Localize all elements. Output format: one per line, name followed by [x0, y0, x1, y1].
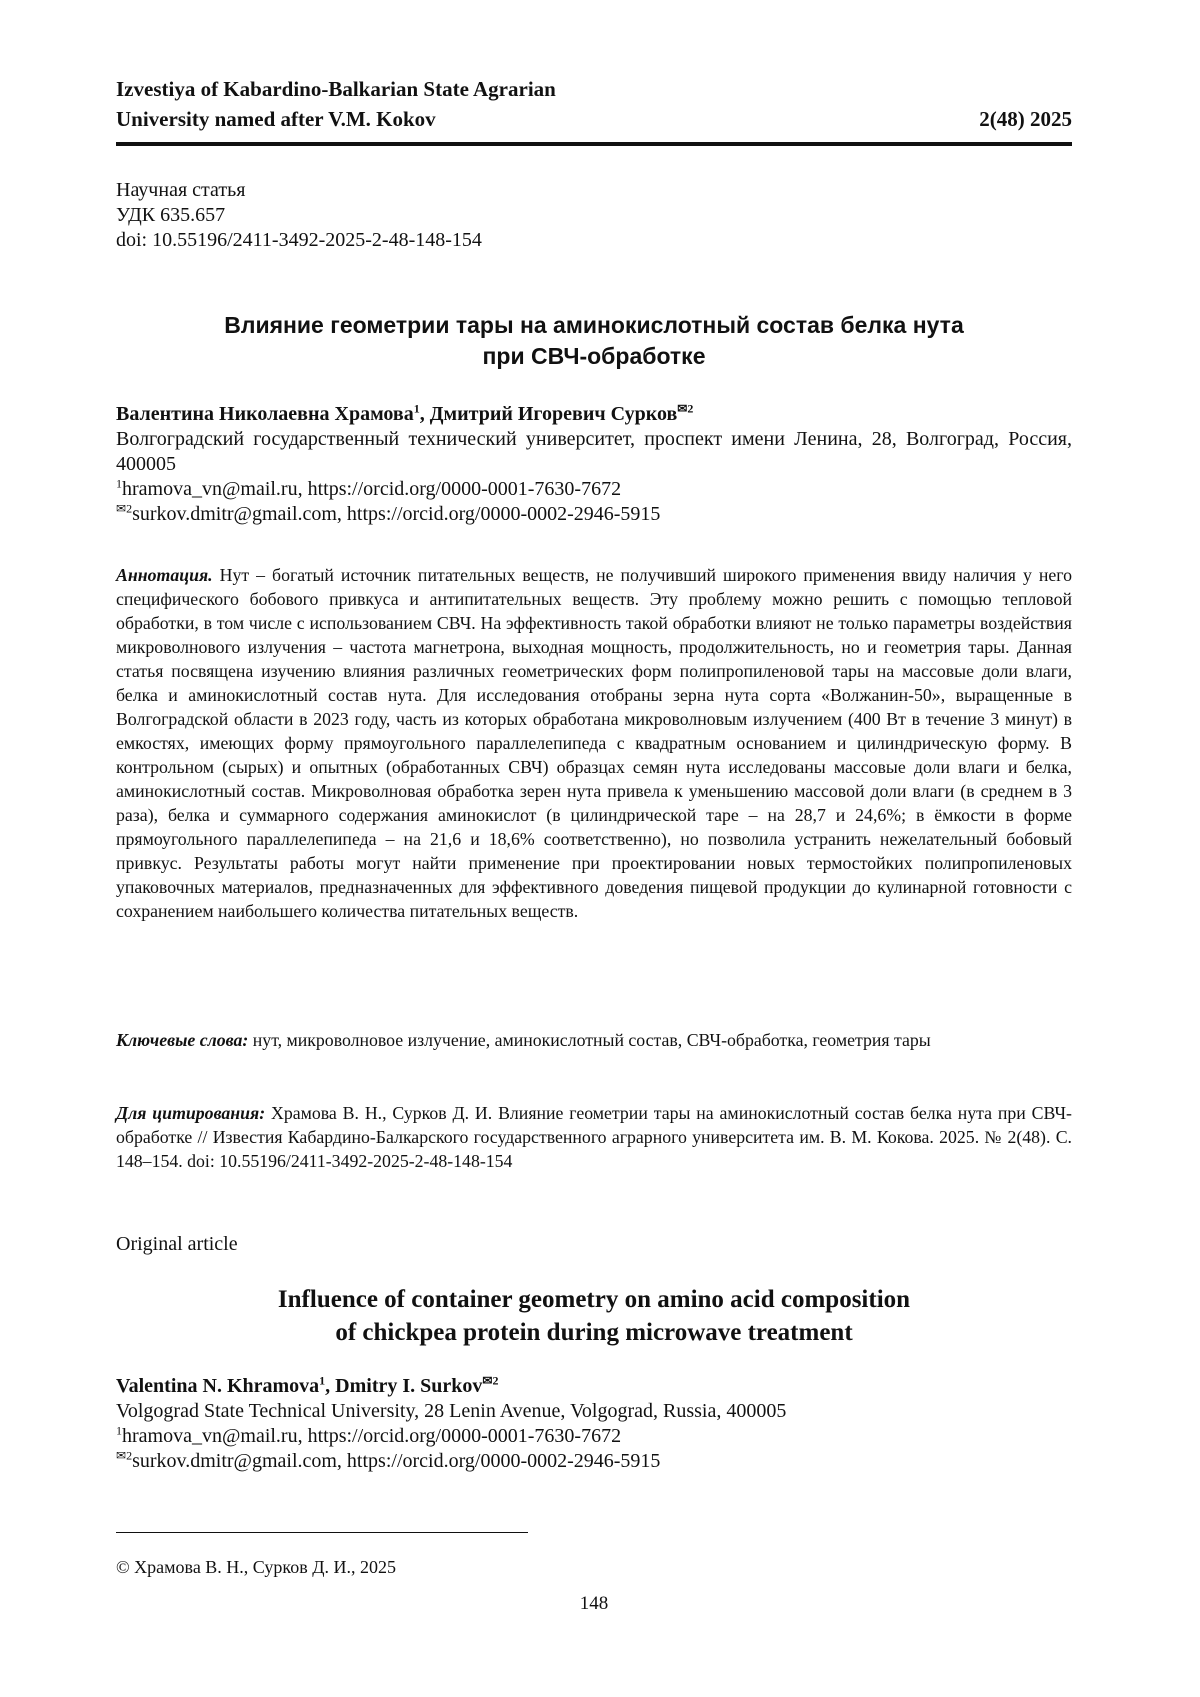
author1-ru: Валентина Николаевна Храмова — [116, 403, 414, 425]
contact1-en — [116, 1424, 1072, 1449]
title-en-line2: of chickpea protein during microwave treatment — [116, 1316, 1072, 1349]
contact1-en-sup: 1 — [116, 1423, 122, 1437]
doi: doi: 10.55196/2411-3492-2025-2-48-148-154 — [116, 228, 482, 253]
title-en — [116, 1283, 1072, 1349]
envelope-icon: ✉ — [116, 1448, 126, 1462]
citation-label: Для цитирования: — [116, 1103, 265, 1123]
title-en-line1: Influence of container geometry on amino acid composition — [116, 1283, 1072, 1316]
abstract-text: Нут – богатый источник питательных веществ, не получивший широкого применения ввиду наличия у него специфического бобового привкуса и антипитательных веществ. Эту проблему можно решить с помощью тепловой обработки, в том числе с использованием СВЧ. На эффективность такой обработки влияют не только параметры воздействия микроволнового излучения – частота магнетрона, выходная мощность, продолжительность, но и геометрия тары. Данная статья посвящена изучению влияния различных геометрических форм полипропиленовой тары на массовые доли влаги, белка и аминокислотный состав нута. Для исследования отобраны зерна нута сорта «Волжанин-50», выращенные в Волгоградской области в 2023 году, часть из которых обработана микроволновым излучением (400 Вт в течение 3 минут) в емкостях, имеющих форму прямоугольного параллелепипеда с квадратным основанием и цилиндрическую форму. В контрольном (сырых) и опытных (обработанных СВЧ) образцах семян нута исследованы массовые доли влаги и белка, аминокислотный состав. Микроволновая обработка зерен нута привела к уменьшению массовой доли влаги (в среднем в 3 раза), белка и суммарного содержания аминокислот (в цилиндрической таре – на 28,7 и 24,6%; в ёмкости в форме прямоугольного параллелепипеда – на 21,6 и 18,6% соответственно), но позволила устранить нежелательный бобовый привкус. Результаты работы могут найти применение при проектировании новых термостойких полипропиленовых упаковочных материалов, предназначенных для эффективного доведения пищевой продукции до кулинарной готовности с сохранением наибольшего количества питательных веществ. — [116, 565, 1072, 921]
keywords-text: нут, микроволновое излучение, аминокислотный состав, СВЧ-обработка, геометрия тары — [253, 1030, 931, 1050]
article-page — [116, 0, 1072, 1697]
author-separator: , — [420, 403, 430, 425]
authors-block-en — [116, 1374, 1072, 1474]
author2-ru-sup: 2 — [687, 401, 693, 415]
affiliation-en: Volgograd State Technical University, 28 Lenin Avenue, Volgograd, Russia, 400005 — [116, 1399, 1072, 1424]
author2-en: Dmitry I. Surkov — [335, 1375, 482, 1397]
copyright: © Храмова В. Н., Сурков Д. И., 2025 — [116, 1557, 396, 1578]
udc-code: УДК 635.657 — [116, 203, 482, 228]
keywords-label: Ключевые слова: — [116, 1030, 248, 1050]
contact2-text: surkov.dmitr@gmail.com, https://orcid.org/0000-0002-2946-5915 — [132, 503, 660, 525]
authors-block-ru — [116, 402, 1072, 527]
author2-ru: Дмитрий Игоревич Сурков — [430, 403, 678, 425]
title-ru-line1: Влияние геометрии тары на аминокислотный состав белка нута — [116, 310, 1072, 341]
header-divider — [116, 142, 1072, 146]
journal-header — [116, 74, 1072, 134]
authors-en — [116, 1374, 1072, 1399]
issue-number: 2(48) 2025 — [979, 104, 1072, 134]
page-number: 148 — [116, 1593, 1072, 1615]
contact2-en-sup: 2 — [126, 1448, 132, 1462]
title-ru — [116, 310, 1072, 372]
keywords-ru — [116, 1028, 1072, 1052]
author1-en-sup: 1 — [319, 1373, 325, 1387]
authors-ru — [116, 402, 1072, 427]
abstract-ru — [116, 563, 1072, 923]
title-ru-line2: при СВЧ-обработке — [116, 341, 1072, 372]
article-meta-ru — [116, 178, 482, 253]
article-type-ru: Научная статья — [116, 178, 482, 203]
contact1-en-text: hramova_vn@mail.ru, https://orcid.org/0000-0001-7630-7672 — [122, 1425, 621, 1447]
contact2-en — [116, 1449, 1072, 1474]
article-type-en: Original article — [116, 1233, 238, 1256]
contact1-text: hramova_vn@mail.ru, https://orcid.org/0000-0001-7630-7672 — [122, 478, 621, 500]
contact2-ru — [116, 502, 1072, 527]
contact1-sup: 1 — [116, 476, 122, 490]
author1-ru-sup: 1 — [414, 401, 420, 415]
author-separator: , — [325, 1375, 335, 1397]
affiliation-ru: Волгоградский государственный технический университет, проспект имени Ленина, 28, Волгоград, Россия, 400005 — [116, 427, 1072, 477]
author1-en: Valentina N. Khramova — [116, 1375, 319, 1397]
envelope-icon: ✉ — [482, 1373, 492, 1387]
contact2-en-text: surkov.dmitr@gmail.com, https://orcid.org/0000-0002-2946-5915 — [132, 1450, 660, 1472]
contact1-ru — [116, 477, 1072, 502]
abstract-label: Аннотация. — [116, 565, 213, 585]
citation-ru — [116, 1101, 1072, 1173]
envelope-icon: ✉ — [116, 501, 126, 515]
journal-name-line1: Izvestiya of Kabardino-Balkarian State Agrarian — [116, 74, 1072, 104]
journal-name-line2: University named after V.M. Kokov — [116, 104, 1072, 134]
author2-en-sup: 2 — [492, 1373, 498, 1387]
envelope-icon: ✉ — [677, 401, 687, 415]
citation-text: Храмова В. Н., Сурков Д. И. Влияние геометрии тары на аминокислотный состав белка нута при СВЧ-обработке // Известия Кабардино-Балкарского государственного аграрного университета им. В. М. Кокова. 2025. № 2(48). С. 148–154. doi: 10.55196/2411-3492-2025-2-48-148-154 — [116, 1103, 1072, 1171]
contact2-sup: 2 — [126, 501, 132, 515]
footnote-divider — [116, 1532, 528, 1533]
